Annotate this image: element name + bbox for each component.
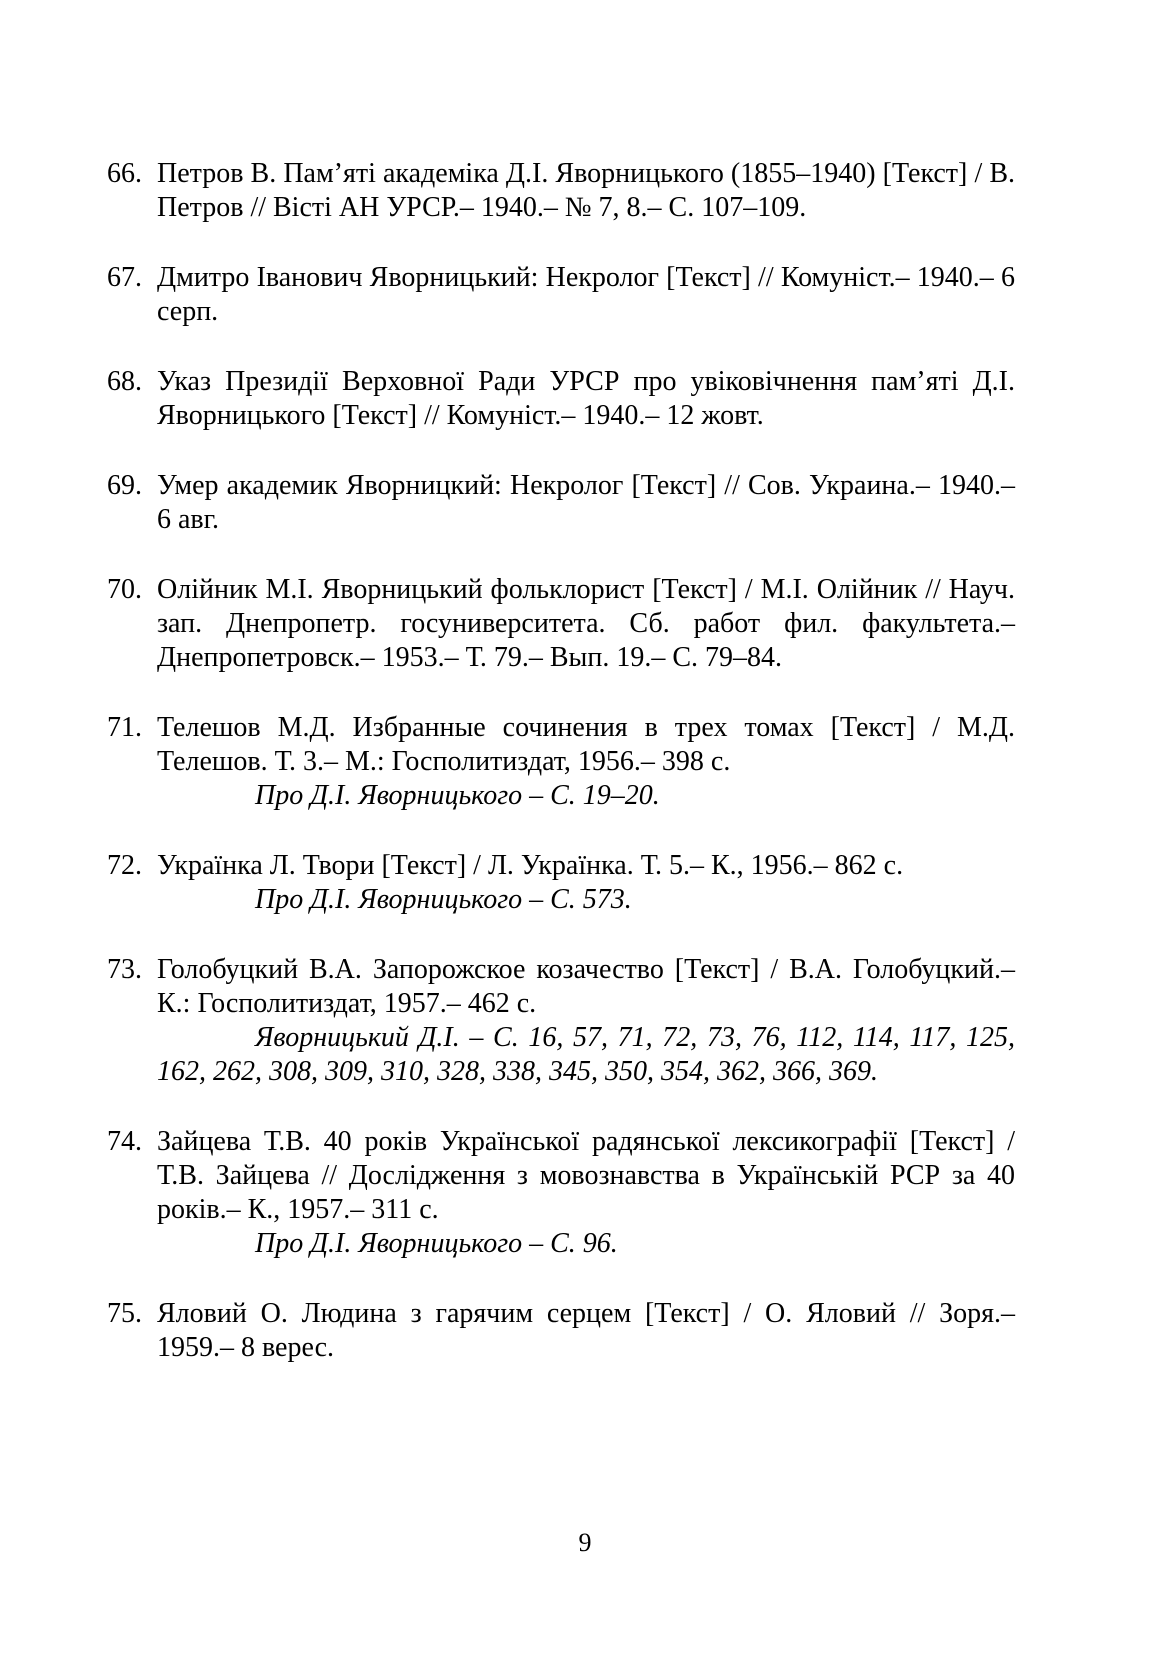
entry-annotation: Про Д.І. Яворницького – С. 19–20.: [255, 780, 660, 811]
entry-text: Указ Президії Верховної Ради УРСР про увіковічнення пам’яті Д.І. Яворницького [Текст] // Комуніст.– 1940.– 12 жовт.: [157, 366, 1015, 431]
entry-number: 73.: [107, 954, 142, 985]
entry-annotation: Про Д.І. Яворницького – С. 96.: [255, 1228, 618, 1259]
entry-text: Голобуцкий В.А. Запорожское козачество [Текст] / В.А. Голобуцкий.– К.: Госполитиздат, 1957.– 462 с.: [157, 954, 1015, 1019]
entry-text: Яловий О. Людина з гарячим серцем [Текст] / О. Яловий // Зоря.– 1959.– 8 верес.: [157, 1298, 1015, 1363]
bibliography-entry-74: [107, 1125, 1015, 1261]
entry-text: Умер академик Яворницкий: Некролог [Текст] // Сов. Украина.– 1940.– 6 авг.: [157, 470, 1015, 535]
entry-text: Петров В. Пам’яті академіка Д.І. Яворницького (1855–1940) [Текст] / В. Петров // Вісті АН УРСР.– 1940.– № 7, 8.– С. 107–109.: [157, 158, 1015, 223]
entry-text: Зайцева Т.В. 40 років Української радянської лексикографії [Текст] / Т.В. Зайцева // Дослідження з мовознавства в Українській РСР за 40 років.– К., 1957.– 311 с.: [157, 1126, 1015, 1225]
entry-number: 71.: [107, 712, 142, 743]
entry-text: Телешов М.Д. Избранные сочинения в трех томах [Текст] / М.Д. Телешов. Т. 3.– М.: Госполитиздат, 1956.– 398 с.: [157, 712, 1015, 777]
bibliography-entry-73: [107, 953, 1015, 1089]
entry-number: 72.: [107, 850, 142, 881]
bibliography-entry-72: [107, 849, 1015, 917]
entry-number: 69.: [107, 470, 142, 501]
entry-number: 67.: [107, 262, 142, 293]
entry-annotation: Про Д.І. Яворницького – С. 573.: [255, 884, 632, 915]
bibliography-list: [107, 157, 1015, 1401]
entry-number: 75.: [107, 1298, 142, 1329]
page-number: 9: [578, 1528, 592, 1557]
entry-number: 68.: [107, 366, 142, 397]
bibliography-entry-71: [107, 711, 1015, 813]
bibliography-entry-70: [107, 573, 1015, 675]
entry-number: 66.: [107, 158, 142, 189]
bibliography-entry-66: [107, 157, 1015, 225]
entry-number: 70.: [107, 574, 142, 605]
bibliography-entry-75: [107, 1297, 1015, 1365]
entry-annotation: Яворницький Д.І. – С. 16, 57, 71, 72, 73, 76, 112, 114, 117, 125, 162, 262, 308, 309, 310, 328, 338, 345, 350, 354, 362, 366, 369.: [157, 1022, 1015, 1087]
bibliography-entry-69: [107, 469, 1015, 537]
entry-number: 74.: [107, 1126, 142, 1157]
bibliography-entry-67: [107, 261, 1015, 329]
entry-text: Олійник М.І. Яворницький фольклорист [Текст] / М.І. Олійник // Науч. зап. Днепропетр. госуниверситета. Сб. работ фил. факультета.– Днепропетровск.– 1953.– Т. 79.– Вып. 19.– С. 79–84.: [157, 574, 1015, 673]
entry-text: Дмитро Іванович Яворницький: Некролог [Текст] // Комуніст.– 1940.– 6 серп.: [157, 262, 1015, 327]
entry-text: Українка Л. Твори [Текст] / Л. Українка. Т. 5.– К., 1956.– 862 с.: [157, 850, 904, 881]
bibliography-entry-68: [107, 365, 1015, 433]
